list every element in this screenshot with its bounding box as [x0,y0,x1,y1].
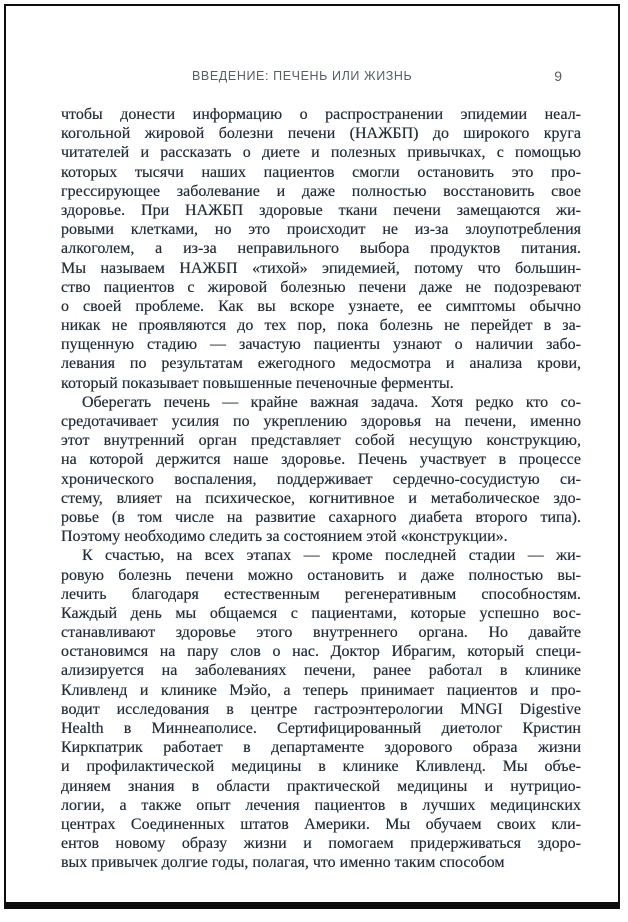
text-line: Каждый день мы общаемся с пациентами, которые успешно вос- [61,604,581,622]
text-line: которых тысячи наших пациентов смогли остановить это про- [61,163,581,181]
text-line: алкоголем, а из-за неправильного выбора продуктов питания. [61,240,581,258]
text-line: К счастью, на всех этапах — кроме последней стадии — жи- [82,547,581,565]
text-line: Health в Миннеаполисе. Сертифицированный диетолог Кристин [61,720,581,737]
text-line: вых привычек долгие годы, полагая, что именно таким способом [61,854,505,872]
running-head [6,69,628,87]
text-line: когольной жировой болезни печени (НАЖБП) до широкого круга [61,125,581,143]
text-line: который показывает повышенные печеночные ферменты. [61,374,454,392]
text-line: средотачивает усилия по укреплению здоровья на печени, именно [61,413,581,430]
chapter-title: ВВЕДЕНИЕ: ПЕЧЕНЬ ИЛИ ЖИЗНЬ [192,69,413,83]
text-line: левания по результатам ежегодного медосмотра и анализа крови, [61,355,581,373]
text-line: и профилактической медицины в клинике Кливленд. Мы объе- [61,758,581,776]
text-line: центрах Соединенных штатов Америки. Мы обучаем своих кли- [61,815,581,833]
text-line: станавливают здоровье этого внутреннего органа. Но давайте [61,624,581,642]
text-line: Мы называем НАЖБП «тихой» эпидемией, потому что большин- [61,259,581,277]
text-line: Оберегать печень — крайне важная задача. Хотя редко кто со- [82,393,581,411]
text-line: Киркпатрик работает в департаменте здорового образа жизни [61,739,581,757]
text-line: ализируется на заболеваниях печени, ранее работал в клинике [61,662,581,680]
text-line: Кливленд и клинике Мэйо, а теперь принимает пациентов и про- [61,681,581,699]
text-line: чтобы донести информацию о распространении эпидемии неал- [61,106,581,123]
text-line: ровыми клетками, но это происходит не из-за злоупотребления [61,221,581,239]
text-line: диняем знания в области практической медицины и нутрицио- [61,777,581,795]
text-line: логии, а также опыт лечения пациентов в лучших медицинских [61,796,581,814]
text-line: грессирующее заболевание и даже полностью восстановить свое [61,182,581,200]
page-number: 9 [554,68,562,84]
text-line: Поэтому необходимо следить за состоянием этой «конструкции». [61,528,508,546]
text-line: читателей и рассказать о диете и полезных привычках, с помощью [61,144,581,162]
text-line: ровье (в том числе на развитие сахарного диабета второго типа). [61,508,581,526]
text-line: ентов новому образу жизни и помогаем придерживаться здоро- [61,835,581,853]
text-line: этот внутренний орган представляет собой несущую конструкцию, [61,432,581,450]
text-line: на которой держится наше здоровье. Печень участвует в процессе [61,451,581,469]
text-line: остановимся на пару слов о нас. Доктор Ибрагим, который специ- [61,643,581,661]
text-line: никак не проявляются до тех пор, пока болезнь не перейдет в за- [61,317,581,335]
text-line: водит исследования в центре гастроэнтерологии MNGI Digestive [61,700,581,718]
text-line: пущенную стадию — зачастую пациенты узнают о наличии забо- [61,336,581,354]
text-line: ровую болезнь печени можно остановить и даже полностью вы- [61,566,581,584]
body-text [61,105,581,873]
text-line: о своей проблеме. Как вы вскоре узнаете, ее симптомы обычно [61,297,581,315]
text-line: здоровье. При НАЖБП здоровые ткани печени замещаются жи- [61,201,581,219]
text-line: ство пациентов с жировой болезнью печени даже не подозревают [61,278,581,296]
text-line: лечить благодаря естественным регенеративным способностям. [61,585,581,603]
page-border-frame [4,4,620,909]
text-line: стему, влияет на психическое, когнитивное и метаболическое здо- [61,489,581,507]
text-line: хронического воспаления, поддерживает сердечно-сосудистую си- [61,470,581,488]
